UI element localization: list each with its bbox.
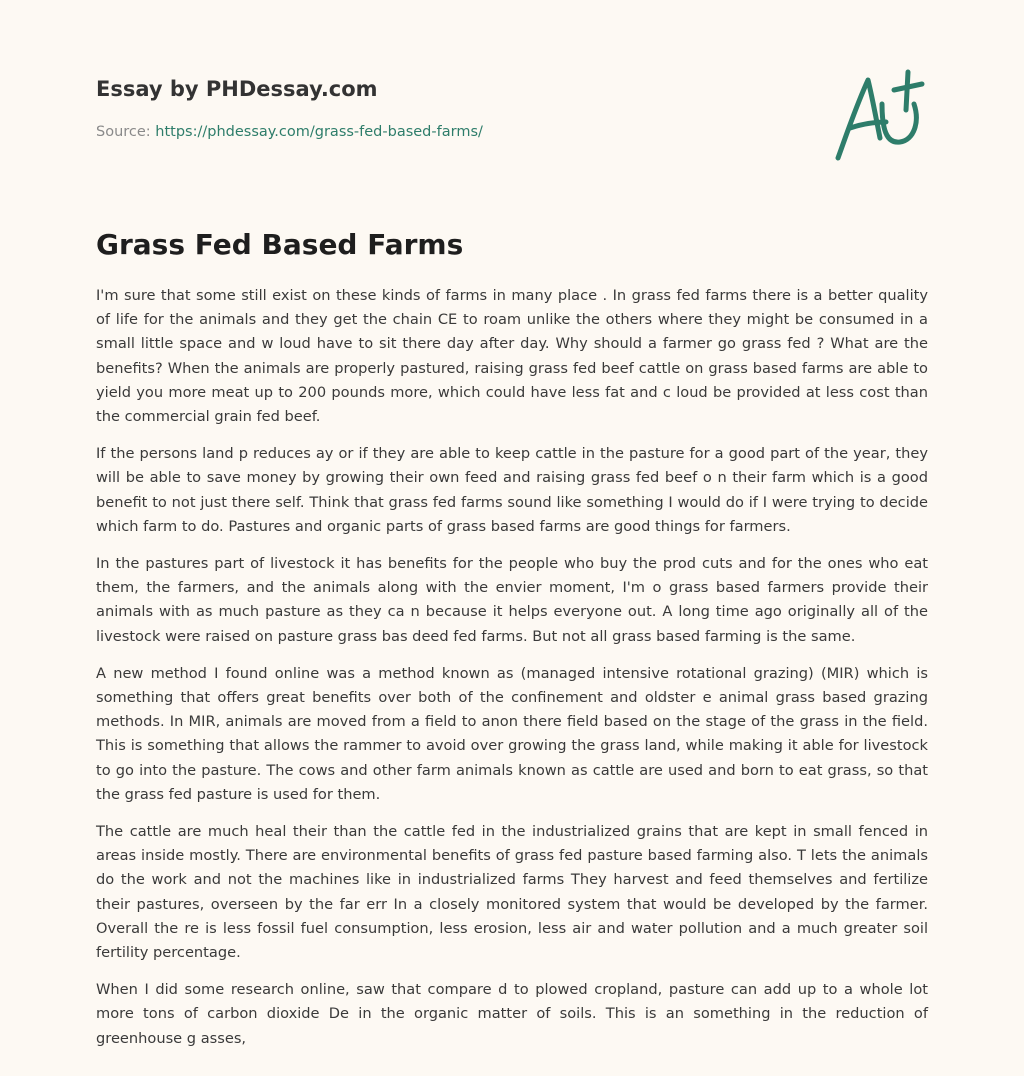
essay-paragraph: If the persons land p reduces ay or if they are able to keep cattle in the pasture for a good part of the year, they will be able to save money by growing their own feed and raising grass fed beef o n their farm which is a good benefit to not just there self. Think that grass fed farms sound like something I would do if I were trying to decide which farm to do. Pastures and organic parts of grass based farms are good things for farmers. [96,445,928,535]
essay-paragraph: A new method I found online was a method known as (managed intensive rotational grazing) (MIR) which is something that offers great benefits over both of the confinement and oldster e animal grass based grazing methods. In MIR, animals are moved from a field to anon there field based on the stage of the grass in the field. This is something that allows the rammer to avoid over growing the grass land, while making it able for livestock to go into the pasture. The cows and other farm animals known as cattle are used and born to eat grass, so that the grass fed pasture is used for them. [96,664,928,803]
essay-paragraph: The cattle are much heal their than the cattle fed in the industrialized grains that are kept in small fenced in areas inside mostly. There are environmental benefits of grass fed pasture based farming also. T lets the animals do the work and not the machines like in industrialized farms They harvest and feed themselves and fertilize their pastures, overseen by the far err In a closely monitored system that would be developed by the farmer. Overall the re is less fossil fuel consumption, less erosion, less air and water pollution and a much greater soil fertility percentage. [96,823,928,962]
page-header [96,0,928,190]
essay-paragraph: In the pastures part of livestock it has benefits for the people who buy the prod cuts and for the ones who eat them, the farmers, and the animals along with the envier moment, I'm o grass based farmers provide their animals with as much pasture as they ca n because it helps everyone out. A long time ago originally all of the livestock were raised on pasture grass bas deed fed farms. But not all grass based farming is the same. [96,555,928,645]
source-label: Source: [96,124,151,140]
essay-title: Grass Fed Based Farms [96,228,464,261]
source-line [96,124,483,140]
site-title: Essay by PHDessay.com [96,77,378,101]
a-plus-logo-icon [828,66,928,166]
essay-body [96,284,928,1064]
essay-paragraph: When I did some research online, saw that compare d to plowed cropland, pasture can add up to a whole lot more tons of carbon dioxide De in the organic matter of soils. This is an something in the reduction of greenhouse g asses, [96,981,928,1047]
essay-paragraph: I'm sure that some still exist on these kinds of farms in many place . In grass fed farms there is a better quality of life for the animals and they get the chain CE to roam unlike the others where they might be consumed in a small little space and w loud have to sit there day after day. Why should a farmer go grass fed ? What are the benefits? When the animals are properly pastured, raising grass fed beef cattle on grass based farms are able to yield you more meat up to 200 pounds more, which could have less fat and c loud be provided at less cost than the commercial grain fed beef. [96,287,928,426]
source-link[interactable]: https://phdessay.com/grass-fed-based-farms/ [155,124,483,140]
